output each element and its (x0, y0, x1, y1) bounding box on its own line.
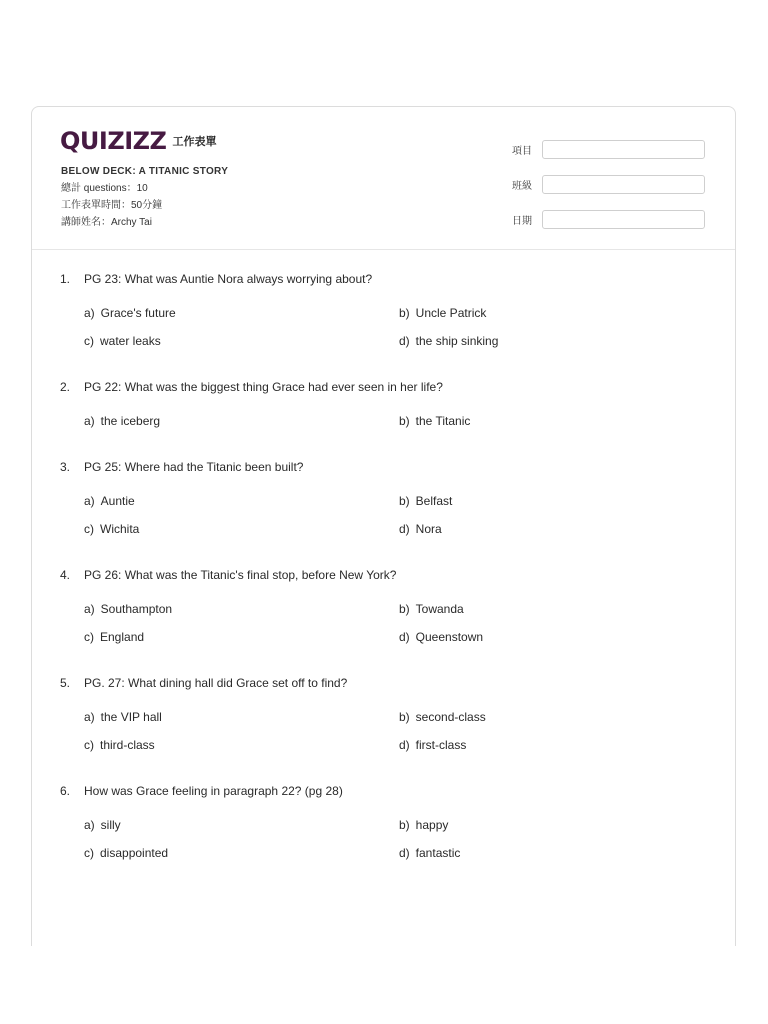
option-text: the VIP hall (100, 710, 162, 724)
answer-option (399, 844, 714, 862)
option-text: Belfast (415, 494, 453, 508)
question-3 (60, 458, 710, 538)
answer-option (84, 412, 399, 430)
answer-option (84, 816, 399, 834)
option-letter: a) (84, 306, 95, 320)
question-4 (60, 566, 710, 646)
question-prompt: PG 22: What was the biggest thing Grace had ever seen in her life? (84, 380, 443, 394)
question-text (60, 674, 710, 692)
class-label: 班級 (512, 181, 532, 192)
question-prompt: PG 25: Where had the Titanic been built? (84, 460, 304, 474)
quizizz-logo: QUIZIZZ (60, 127, 167, 155)
answer-options (60, 708, 710, 754)
option-text: Uncle Patrick (415, 306, 487, 320)
question-number: 2. (60, 380, 71, 394)
answer-options (60, 600, 710, 646)
option-letter: a) (84, 602, 95, 616)
option-text: Nora (415, 522, 442, 536)
question-number: 4. (60, 568, 71, 582)
option-letter: b) (399, 818, 410, 832)
worksheet-meta (61, 163, 228, 231)
question-text (60, 458, 710, 476)
option-letter: d) (399, 738, 410, 752)
question-number: 1. (60, 272, 71, 286)
option-letter: c) (84, 522, 94, 536)
question-prompt: PG 26: What was the Titanic's final stop, before New York? (84, 568, 397, 582)
answer-option (399, 492, 714, 510)
answer-option (84, 600, 399, 618)
answer-options (60, 304, 710, 350)
option-text: disappointed (100, 846, 169, 860)
option-text: England (100, 630, 145, 644)
answer-option (399, 520, 714, 538)
date-label: 日期 (512, 216, 532, 227)
option-letter: a) (84, 818, 95, 832)
worksheet-title: BELOW DECK: A TITANIC STORY (61, 166, 229, 177)
answer-option (84, 736, 399, 754)
answer-option (399, 304, 714, 322)
question-text (60, 270, 710, 288)
answer-option (399, 600, 714, 618)
question-5 (60, 674, 710, 754)
option-letter: a) (84, 710, 95, 724)
option-letter: c) (84, 630, 94, 644)
field-row-item (512, 132, 705, 167)
worksheet-header (32, 107, 735, 250)
answer-options (60, 492, 710, 538)
answer-option (84, 520, 399, 538)
option-letter: c) (84, 846, 94, 860)
field-row-date (512, 202, 705, 237)
question-text (60, 566, 710, 584)
question-prompt: How was Grace feeling in paragraph 22? (pg 28) (84, 784, 343, 798)
option-text: happy (415, 818, 449, 832)
option-text: the iceberg (100, 414, 161, 428)
answer-option (84, 628, 399, 646)
option-text: Southampton (100, 602, 173, 616)
option-letter: b) (399, 494, 410, 508)
question-text (60, 378, 710, 396)
option-text: Grace's future (100, 306, 176, 320)
answer-option (399, 412, 714, 430)
worksheet-label: 工作表單 (172, 136, 217, 148)
answer-option (399, 332, 714, 350)
option-text: Queenstown (415, 630, 484, 644)
teacher-name: 講師姓名：Archy Tai (61, 217, 152, 228)
student-fields (512, 132, 705, 237)
option-text: Auntie (100, 494, 135, 508)
option-letter: b) (399, 710, 410, 724)
option-letter: a) (84, 494, 95, 508)
answer-option (399, 708, 714, 726)
question-text (60, 782, 710, 800)
worksheet (31, 106, 736, 946)
question-number: 6. (60, 784, 71, 798)
question-1 (60, 270, 710, 350)
question-prompt: PG 23: What was Auntie Nora always worrying about? (84, 272, 373, 286)
question-list (60, 270, 710, 862)
option-letter: c) (84, 738, 94, 752)
question-6 (60, 782, 710, 862)
question-number: 5. (60, 676, 71, 690)
option-letter: c) (84, 334, 94, 348)
option-text: the Titanic (415, 414, 471, 428)
date-input[interactable] (542, 210, 705, 229)
option-letter: d) (399, 334, 410, 348)
answer-options (60, 412, 710, 430)
answer-option (84, 492, 399, 510)
option-letter: b) (399, 414, 410, 428)
question-count: 總計 questions：10 (61, 183, 148, 194)
answer-option (84, 708, 399, 726)
option-text: second-class (415, 710, 486, 724)
answer-option (399, 816, 714, 834)
field-row-class (512, 167, 705, 202)
option-text: fantastic (415, 846, 461, 860)
option-text: third-class (100, 738, 155, 752)
question-prompt: PG. 27: What dining hall did Grace set off to find? (84, 676, 348, 690)
answer-option (84, 304, 399, 322)
question-number: 3. (60, 460, 71, 474)
answer-option (399, 736, 714, 754)
option-text: the ship sinking (415, 334, 499, 348)
option-letter: d) (399, 522, 410, 536)
brand (60, 127, 216, 155)
answer-option (399, 628, 714, 646)
answer-option (84, 332, 399, 350)
option-text: Towanda (415, 602, 464, 616)
question-2 (60, 378, 710, 430)
answer-options (60, 816, 710, 862)
option-letter: b) (399, 306, 410, 320)
item-label: 項目 (512, 146, 532, 157)
item-input[interactable] (542, 140, 705, 159)
option-letter: d) (399, 630, 410, 644)
option-letter: a) (84, 414, 95, 428)
option-text: first-class (415, 738, 467, 752)
worksheet-time: 工作表單時間：50分鐘 (61, 200, 163, 211)
answer-option (84, 844, 399, 862)
option-letter: d) (399, 846, 410, 860)
option-text: water leaks (100, 334, 161, 348)
option-text: silly (100, 818, 121, 832)
option-text: Wichita (100, 522, 140, 536)
option-letter: b) (399, 602, 410, 616)
class-input[interactable] (542, 175, 705, 194)
